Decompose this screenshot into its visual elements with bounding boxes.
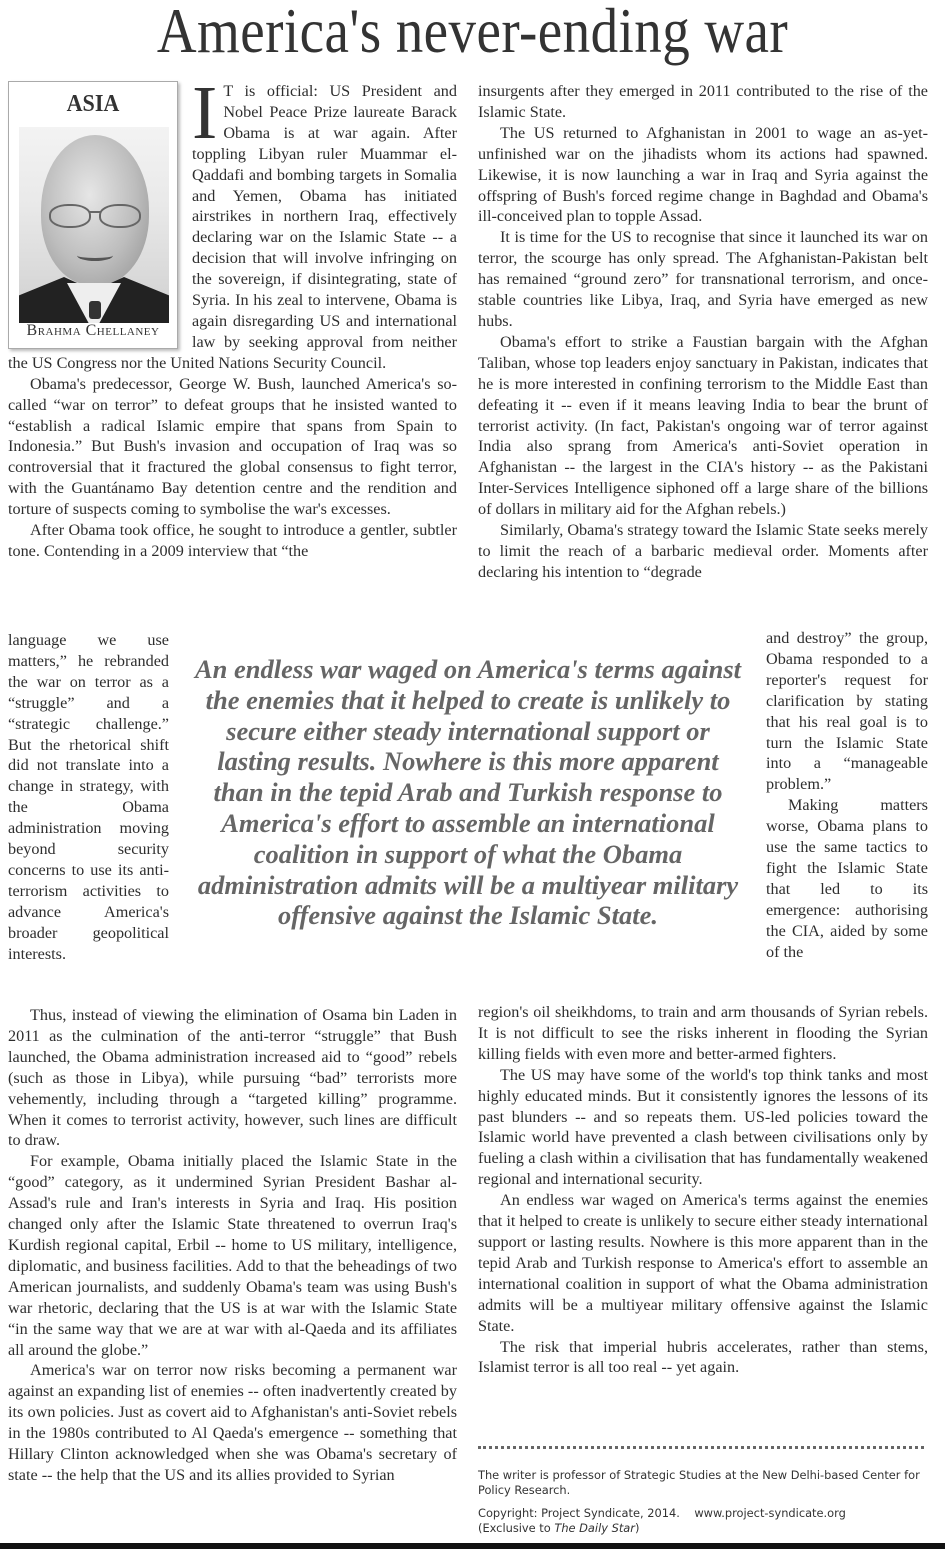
exclusive-prefix: (Exclusive to: [478, 1520, 555, 1535]
copyright-text: Copyright: Project Syndicate, 2014.: [478, 1506, 680, 1520]
article-column-right-upper: [478, 81, 928, 583]
paragraph-1-text: T is official: US President and Nobel Peace Prize laureate Barack Obama is at war again. After toppling Libyan ruler Muammar el-Qaddafi and bombing targets in Somalia and Yemen, Obama has initiated airstrikes in northern Iraq, effectively declaring war on the Islamic State -- a decision that will involve infringing on the sovereign, if disintegrating, state of Syria. In his zeal to intervene, Obama is again disregarding US and international law by seeking approval from neither the US Congress nor the United Nations Security Council.: [8, 82, 457, 372]
paragraph-r6-start: Making matters worse, Obama plans to use the same tactics to fight the Islamic State that led to its emergence: authorising the CIA, aided by some of the: [766, 796, 928, 961]
portrait-glasses-right: [99, 204, 141, 228]
drop-cap: I: [192, 71, 218, 155]
headline: America's never-ending war: [156, 0, 789, 66]
paragraph-2: Obama's predecessor, George W. Bush, launched America's so-called “war on terror” to defeat groups that he insisted wanted to “establish a radical Islamic empire that spans from Spain to Indonesia.” But Bush's invasion and occupation of Iraq was so controversial that it fractured the global consensus to fight terror, with the Guantánamo Bay detention centre and the rendition and torture of suspects coming to symbolise the war's excesses.: [8, 374, 457, 519]
paragraph-4: Thus, instead of viewing the elimination of Osama bin Laden in 2011 as the culmination of the anti-terror “struggle” that Bush launched, the Obama administration increased aid to “good” rebels (such as those in Libya), while pursuing “bad” terrorists more vehemently, including through a “targeted killing” programme. When it comes to terrorist activity, however, such lines are difficult to draw.: [8, 1006, 457, 1150]
pull-quote: An endless war waged on America's terms against the enemies that it helped to create is unlikely to secure either steady international support or lasting results. Nowhere is this more apparent than in the tepid Arab and Turkish response to America's effort to assemble an international coalition in support of what the Obama administration admits will be a multiyear military offensive against the Islamic State.: [194, 654, 742, 931]
paragraph-r5-continued: and destroy” the group, Obama responded to a reporter's request for clarification by stating that his real goal is to turn the Islamic State into a “manageable problem.”: [766, 629, 928, 794]
website-link[interactable]: www.project-syndicate.org: [694, 1506, 846, 1520]
portrait-glasses-left: [49, 204, 91, 228]
bottom-rule: [0, 1543, 945, 1549]
portrait-mouth: [77, 250, 113, 261]
author-byline: Brahma Chellaney: [26, 322, 160, 340]
paragraph-3-start: After Obama took office, he sought to introduce a gentler, subtler tone. Contending in a 2009 interview that “the: [8, 521, 457, 560]
publication-name: The Daily Star: [554, 1520, 635, 1535]
section-label: ASIA: [66, 91, 120, 117]
paragraph-5: For example, Obama initially placed the Islamic State in the “good” category, as it undermined Syrian President Bashar al-Assad's rule and Iran's interests in Syria and Iraq. His position changed only after the Islamic State threatened to overrun Iraq's Kurdish regional capital, Erbil -- home to US military, intelligence, diplomatic, and business facilities. Add to that the beheadings of two American journalists, and suddenly Obama's team was using Bush's war rhetoric, declaring that the US is at war with the Islamic State “in the same way that we are at war with al-Qaeda and its affiliates all around the globe.”: [8, 1152, 457, 1359]
paragraph-3-continued: language we use matters,” he rebranded the war on terror as a “struggle” and a “strategic challenge.” But the rhetorical shift did not translate into a change in strategy, with the Obama administration moving beyond security concerns to use its anti-terrorism activities to advance America's broader geopolitical interests.: [8, 631, 169, 963]
paragraph-r3: It is time for the US to recognise that since it launched its war on terror, the scourge has only spread. The Afghanistan-Pakistan belt has remained “ground zero” for transnational terrorism, and once-stable countries like Libya, Iraq, and Syria have emerged as new hubs.: [478, 228, 928, 330]
paragraph-r9: The risk that imperial hubris accelerates, rather than stems, Islamist terror is all too real -- yet again.: [478, 1337, 928, 1377]
dotted-divider: [478, 1446, 924, 1449]
paragraph-6: America's war on terror now risks becoming a permanent war against an expanding list of enemies -- often inadvertently created by its own policies. Just as covert aid to Afghanistan's anti-Soviet rebels in the 1980s contributed to Al Qaeda's emergence -- something that Hillary Clinton acknowledged when she was Obama's secretary of state -- the help that the US and its allies provided to Syrian: [8, 1361, 457, 1484]
exclusive-suffix: ): [634, 1520, 640, 1535]
article-column-left-narrow: [8, 630, 169, 965]
paragraph-r6-continued: region's oil sheikhdoms, to train and arm thousands of Syrian rebels. It is not difficult to see the risks inherent in flooding the Syrian killing fields with even more and better-armed fighters.: [478, 1003, 928, 1063]
article-column-right-lower: [478, 1002, 928, 1378]
author-bio: The writer is professor of Strategic Studies at the New Delhi-based Center for Policy Research.: [478, 1468, 920, 1497]
paragraph-r8: An endless war waged on America's terms against the enemies that it helped to create is unlikely to secure either steady international support or lasting results. Nowhere is this more apparent than in the tepid Arab and Turkish response to America's effort to assemble an international coalition in support of what the Obama administration admits will be a multiyear military offensive against the Islamic State.: [478, 1191, 928, 1335]
portrait-tie: [89, 301, 101, 319]
columnist-box: [8, 81, 178, 349]
paragraph-r1: insurgents after they emerged in 2011 contributed to the rise of the Islamic State.: [478, 82, 928, 121]
author-photo: [19, 127, 169, 323]
paragraph-r5-start: Similarly, Obama's strategy toward the Islamic State seeks merely to limit the reach of a barbaric medieval order. Moments after declaring his intention to “degrade: [478, 521, 928, 581]
article-column-right-narrow: [766, 628, 928, 963]
article-column-left-upper: [8, 71, 457, 562]
paragraph-r2: The US returned to Afghanistan in 2001 to wage an as-yet-unfinished war on the jihadists whom its actions had spawned. Likewise, it is now launching a war in Iraq and Syria against the offspring of Bush's forced regime change in Baghdad and Obama's ill-conceived plan to topple Assad.: [478, 123, 928, 226]
portrait-glasses-bridge: [89, 211, 101, 213]
article-column-left-lower: [8, 1005, 457, 1486]
paragraph-r4: Obama's effort to strike a Faustian bargain with the Afghan Taliban, whose top leaders enjoy sanctuary in Pakistan, indicates that he is more interested in confining terrorism to the Middle East than defeating it -- even if it means leaving India to bear the brunt of terrorist activity. (In fact, Pakistan's ongoing war of terror against India also sprang from America's anti-Soviet operation in Afghanistan -- the largest in the CIA's history -- as the Pakistani Inter-Services Intelligence siphoned off a large share of the billions of dollars in military aid for the Afghan rebels.): [478, 332, 928, 519]
paragraph-r7: The US may have some of the world's top think tanks and most highly educated minds. But it consistently ignores the lessons of its past blunders -- and so repeats them. US-led policies toward the Islamic world have prevented a clash between civilisations only by fueling a clash within a civilisation that has fundamentally weakened regional and international security.: [478, 1065, 928, 1189]
copyright-note: [478, 1506, 933, 1535]
